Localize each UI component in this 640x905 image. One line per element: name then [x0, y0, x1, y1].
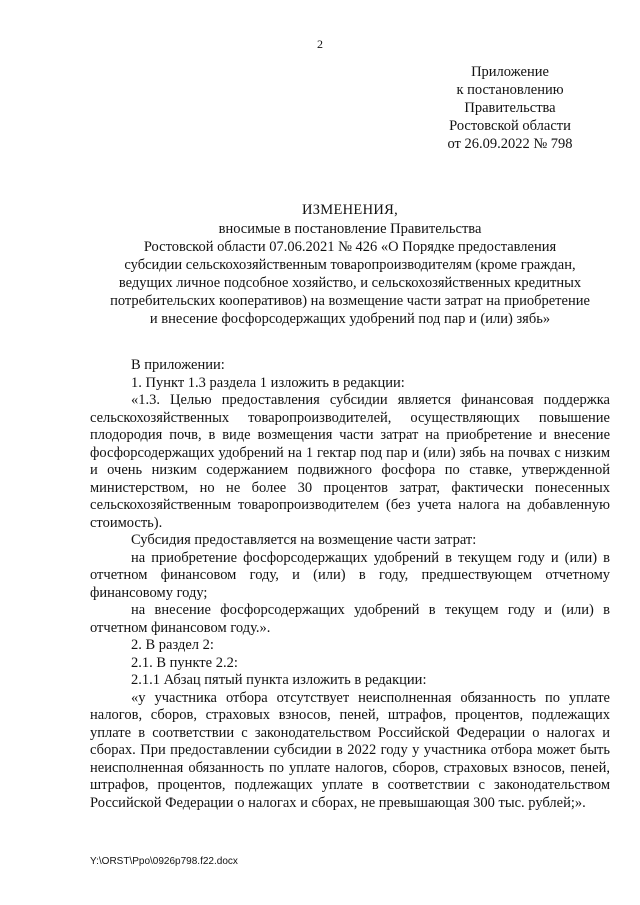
heading-line: вносимые в постановление Правительства	[218, 221, 482, 237]
appendix-line: Ростовской области	[449, 118, 571, 134]
appendix-line: к постановлению	[456, 82, 564, 98]
document-heading	[90, 201, 610, 328]
heading-line: ведущих личное подсобное хозяйство, и сельскохозяйственных кредитных	[118, 275, 582, 291]
paragraph-intro: В приложении:	[131, 357, 225, 373]
paragraph-tax-clause: «у участника отбора отсутствует неисполненная обязанность по уплате налогов, сборов, страховых взносов, пеней, штрафов, процентов, подлежащих уплате в соответствии с законодательством Российской Федерации о налогах и сборах. При предоставлении субсидии в 2022 году у участника отбора может быть неисполненная обязанность по уплате налогов, сборов, страховых взносов, пеней, штрафов, процентов, подлежащих уплате в соответствии с законодательством Российской Федерации о налогах и сборах, не превышающая 300 тыс. рублей;».	[90, 689, 610, 811]
document-body	[90, 357, 610, 812]
appendix-line: от 26.09.2022 № 798	[447, 136, 573, 152]
appendix-line: Приложение	[471, 64, 549, 80]
paragraph-application: на внесение фосфорсодержащих удобрений в текущем году и (или) в отчетном финансовом году.».	[90, 602, 610, 636]
page-number: 2	[317, 37, 323, 51]
heading-title: ИЗМЕНЕНИЯ,	[301, 202, 399, 218]
heading-line: Ростовской области 07.06.2021 № 426 «О Порядке предоставления	[143, 239, 557, 255]
paragraph-purchase: на приобретение фосфорсодержащих удобрений в текущем году и (или) в отчетном финансовом году, и (или) в году, предшествующем отчетному финансовому году;	[90, 549, 610, 601]
appendix-block	[430, 63, 590, 153]
appendix-line: Правительства	[464, 100, 556, 116]
heading-line: субсидии сельскохозяйственным товаропроизводителям (кроме граждан,	[124, 257, 576, 273]
paragraph-item-2-1: 2.1. В пункте 2.2:	[131, 654, 238, 671]
paragraph-item-2: 2. В раздел 2:	[131, 637, 214, 653]
paragraph-subsidy: Субсидия предоставляется на возмещение части затрат:	[131, 532, 477, 548]
paragraph-item-1: 1. Пункт 1.3 раздела 1 изложить в редакции:	[131, 374, 405, 391]
file-path-footer: Y:\ORST\Ppo\0926p798.f22.docx	[90, 856, 238, 867]
paragraph-item-2-1-1: 2.1.1 Абзац пятый пункта изложить в редакции:	[131, 672, 427, 688]
heading-line: потребительских кооперативов) на возмещение части затрат на приобретение	[110, 293, 590, 309]
heading-line: и внесение фосфорсодержащих удобрений под пар и (или) зябь»	[149, 311, 551, 327]
paragraph-clause-1-3: «1.3. Целью предоставления субсидии является финансовая поддержка сельскохозяйственных товаропроизводителей, осуществляющих повышение плодородия почв, в виде возмещения части затрат на приобретение и внесение фосфорсодержащих удобрений на 1 гектар под пар и (или) зябь на почвах с низким и очень низким содержанием подвижного фосфора по ставке, утвержденной министерством, но не более 30 процентов затрат, фактически понесенных сельскохозяйственным товаропроизводителем (без учета налога на добавленную стоимость).	[90, 392, 610, 531]
